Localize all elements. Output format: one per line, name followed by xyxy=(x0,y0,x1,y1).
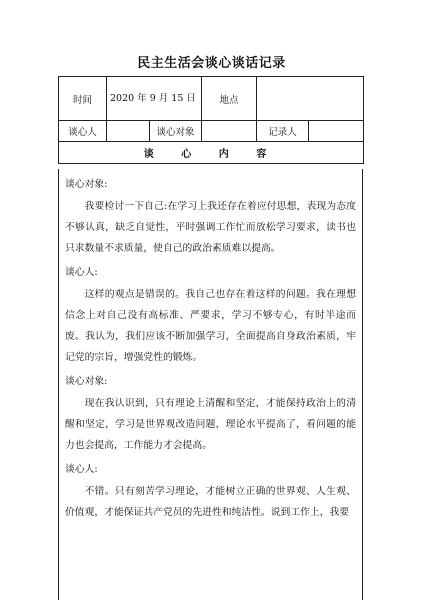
time-place-row xyxy=(59,77,364,121)
dialogue-entry-2 xyxy=(65,265,356,368)
dialogue-text: 这样的观点是错误的。我自己也存在着这样的问题。我在理想信念上对自己没有高标准、严要求，学习不够专心，有时半途而废。我认为，我们应该不断加强学习，全面提高自身政治素质，牢记党的宗旨，增强党性的锻炼。 xyxy=(65,289,356,363)
place-label: 地点 xyxy=(202,77,257,121)
speaker-label: 谈心对象: xyxy=(65,179,108,190)
recorder-value xyxy=(309,121,364,142)
time-label: 时间 xyxy=(59,77,107,121)
target-label: 谈心对象 xyxy=(150,121,202,142)
place-value xyxy=(257,77,364,121)
time-value: 2020 年 9 月 15 日 xyxy=(107,77,202,121)
talker-value xyxy=(107,121,150,142)
dialogue-text: 不错。只有刻苦学习理论，才能树立正确的世界观、人生观、价值观，才能保证共产党员的先进性和纯洁性。说到工作上，我要 xyxy=(65,486,356,518)
dialogue-entry-4 xyxy=(65,462,356,523)
speaker-label: 谈心对象: xyxy=(65,376,108,387)
content-heading-row xyxy=(59,142,364,164)
dialogue-entry-3 xyxy=(65,374,356,456)
recorder-label: 记录人 xyxy=(257,121,309,142)
content-heading: 谈 心 内 容 xyxy=(59,142,364,164)
dialogue-entry-1 xyxy=(65,177,356,259)
record-form-table xyxy=(58,76,364,164)
people-row xyxy=(59,121,364,142)
dialogue-text: 现在我认识到，只有理论上清醒和坚定，才能保持政治上的清醒和坚定，学习是世界观改造问题，理论水平提高了，看问题的能力也会提高，工作能力才会提高。 xyxy=(65,398,356,451)
target-value xyxy=(202,121,257,142)
speaker-label: 谈心人: xyxy=(65,464,98,475)
conversation-content xyxy=(58,169,363,600)
dialogue-text: 我要检讨一下自己:在学习上我还存在着应付思想，表现为态度不够认真，缺乏自觉性，平时强调工作忙而放松学习要求，读书也只求数量不求质量，使自己的政治素质难以提高。 xyxy=(65,201,356,254)
page-title: 民主生活会谈心谈话记录 xyxy=(137,56,286,71)
talker-label: 谈心人 xyxy=(59,121,107,142)
speaker-label: 谈心人: xyxy=(65,267,98,278)
